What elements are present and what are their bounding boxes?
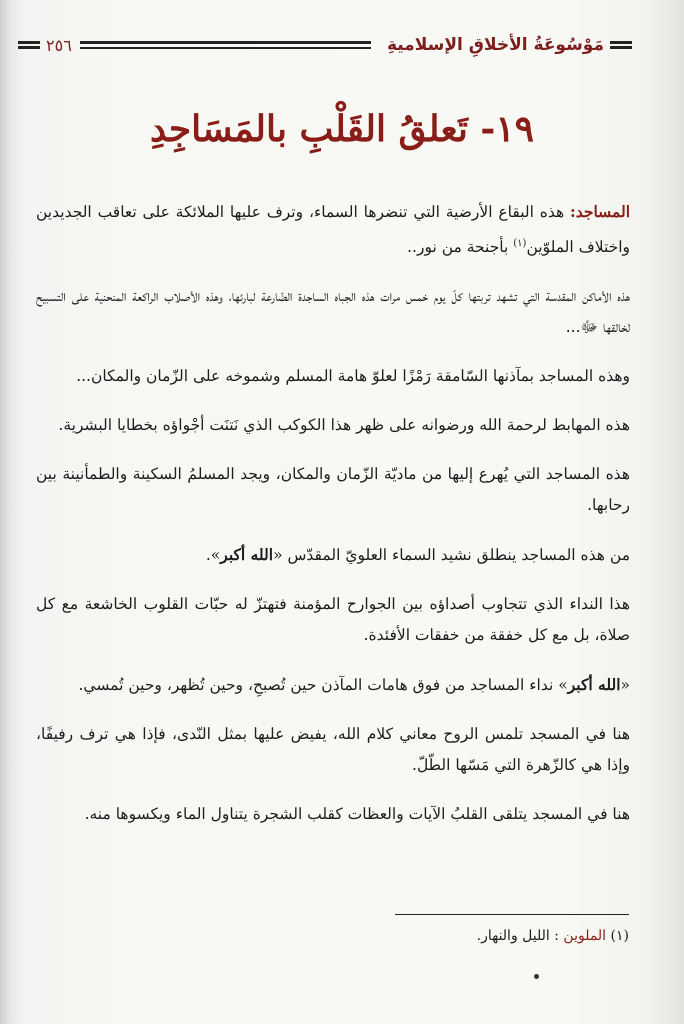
header-ornament-left xyxy=(18,41,40,49)
paragraph: هذه المساجد التي يُهرع إليها من ماديّة الزّمان والمكان، ويجد المسلمُ السكينة والطمأنينة بين رحابها. xyxy=(36,465,630,515)
body-text xyxy=(36,196,630,848)
footnote-separator xyxy=(395,914,629,915)
print-mark xyxy=(534,974,539,979)
paragraph: هذه المهابط لرحمة الله ورضوانه على ظهر هذا الكوكب الذي نَتنَت أجْواؤه بخطايا البشرية. xyxy=(58,416,630,435)
page-edge-shadow xyxy=(644,0,684,1024)
header-rule xyxy=(80,41,371,49)
paragraph xyxy=(36,539,630,571)
paragraph: هذا النداء الذي تتجاوب أصداؤه بين الجوارح المؤمنة فتهتزّ له حبّات القلوب الخاشعة مع كل صلاة، بل مع كل خفقة من خفقات الأفئدة. xyxy=(36,595,630,645)
paragraph: هذه الأماكن المقدسة التي تشهد تربتها كلّ يوم خمس مرات هذه الجباه الساجدة الضّارعة لبارئها، وهذه الأصلاب الراكعة المنحنية على التسبيح لخالقها ﷻ... xyxy=(36,287,630,337)
paragraph-text-after: » نداء المساجد من فوق هامات المآذن حين تُصبحِ، وحين تُظهر، وحين تُمسي. xyxy=(78,676,568,695)
chapter-title: ١٩- تَعلقُ القَلْبِ بالمَسَاجِدِ xyxy=(150,108,534,150)
footnote-term: الملوين xyxy=(563,928,607,944)
book-title: مَوْسُوعَةُ الأخلاقِ الإسلاميةِ xyxy=(386,35,604,55)
paragraph-text: « xyxy=(620,676,630,695)
paragraph-text: من هذه المساجد ينطلق نشيد السماء العلويّ المقدّس « xyxy=(273,546,630,565)
paragraph: هنا في المسجد يتلقى القلبُ الآيات والعظات كقلب الشجرة يتناول الماء ويكسوها منه. xyxy=(84,805,630,824)
running-head xyxy=(18,30,632,60)
paragraph xyxy=(36,196,630,263)
paragraph-text: هذه البقاع الأرضية التي تنضرها السماء، وترف عليها الملائكة على تعاقب الجديدين واختلاف الملوّين xyxy=(36,203,630,257)
paragraph xyxy=(36,669,630,701)
takbir-phrase: الله أكبر xyxy=(220,545,274,565)
paragraph-text-after: ». xyxy=(205,546,221,565)
paragraph: هنا في المسجد تلمس الروح معاني كلام الله، يفيض عليها بمثل النّدى، فإذا هي ترف رفيفًا، وإذا هي كالزّهرة التي مَسّها الطّلّ. xyxy=(36,725,630,775)
page-number: ٢٥٦ xyxy=(46,35,72,55)
footnote-reference[interactable]: (١) xyxy=(513,238,527,249)
header-ornament-right xyxy=(610,41,632,49)
footnote-text: : الليل والنهار. xyxy=(476,928,559,944)
paragraph-text-after: بأجنحة من نور.. xyxy=(407,238,514,257)
paragraph-term: المساجد: xyxy=(570,202,630,221)
footnote xyxy=(300,928,629,944)
footnote-number: (١) xyxy=(610,928,629,944)
paragraph: وهذه المساجد بمآذنها السّامقة رَمْزًا لعلوّ هامة المسلم وشموخه على الزّمان والمكان... xyxy=(76,367,630,386)
takbir-phrase: الله أكبر xyxy=(567,675,621,695)
